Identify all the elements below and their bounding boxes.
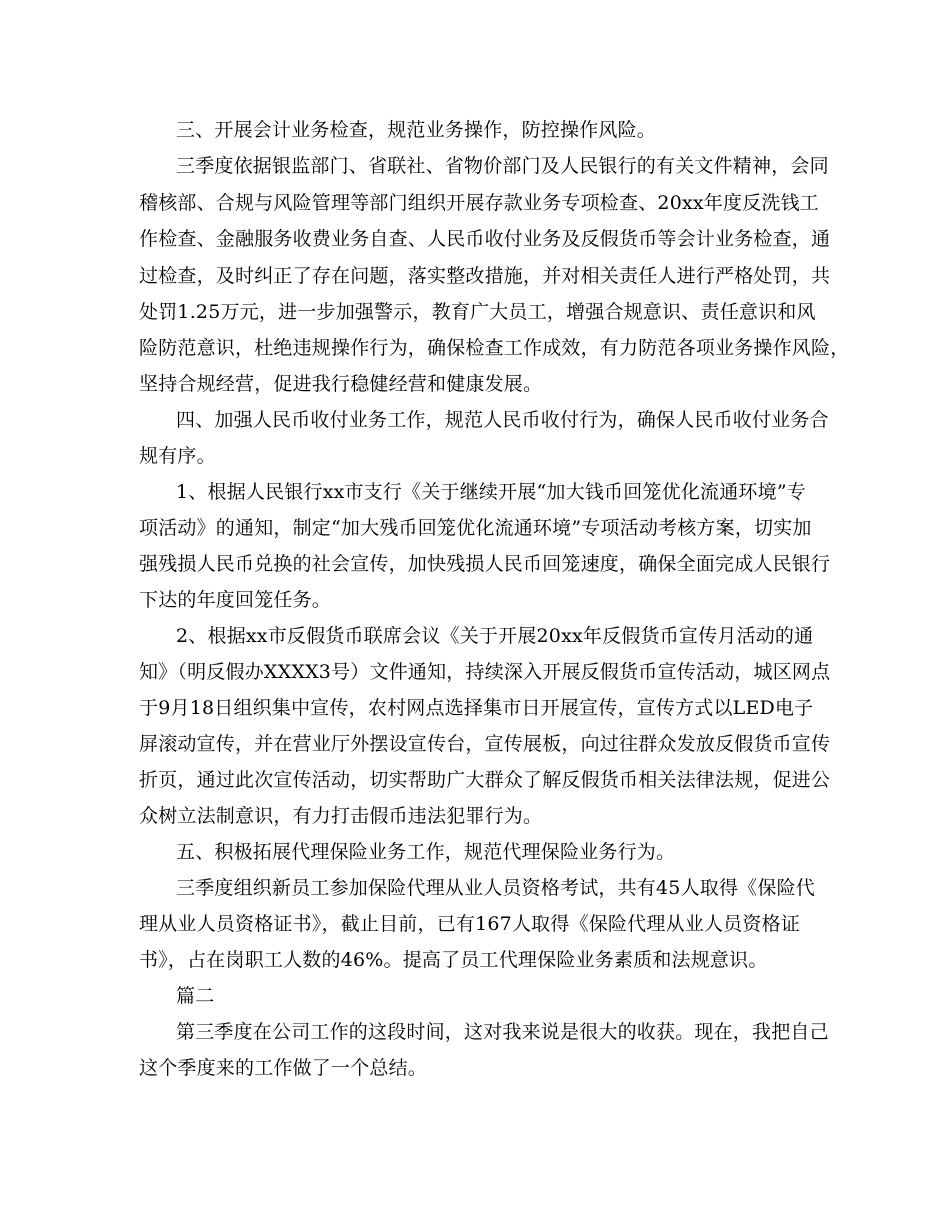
paragraph-line: 强残损人民币兑换的社会宣传，加快残损人民币回笼速度，确保全面完成人民银行 xyxy=(139,553,831,575)
paragraph-line: 理从业人员资格证书》，截止目前，已有167人取得《保险代理从业人员资格证 xyxy=(139,913,800,935)
paragraph-line: 书》，占在岗职工人数的46%。提高了员工代理保险业务素质和法规意识。 xyxy=(139,949,768,971)
paragraph-line: 屏滚动宣传，并在营业厅外摆设宣传台，宣传展板，向过往群众发放反假货币宣传 xyxy=(139,733,831,755)
section-heading-3: 三、开展会计业务检查，规范业务操作，防控操作风险。 xyxy=(176,119,657,141)
part-heading: 篇二 xyxy=(176,985,215,1007)
paragraph-line: 下达的年度回笼任务。 xyxy=(139,589,332,611)
paragraph-line: 第三季度在公司工作的这段时间，这对我来说是很大的收获。现在，我把自己 xyxy=(176,1021,829,1043)
paragraph-line: 知》（明反假办XXXX3号）文件通知，持续深入开展反假货币宣传活动，城区网点 xyxy=(139,661,831,683)
paragraph-line: 稽核部、合规与风险管理等部门组织开展存款业务专项检查、20xx年度反洗钱工 xyxy=(139,192,820,214)
paragraph-line: 三季度组织新员工参加保险代理从业人员资格考试，共有45人取得《保险代 xyxy=(176,877,815,899)
paragraph-line: 规有序。 xyxy=(139,445,216,467)
paragraph-line: 众树立法制意识，有力打击假币违法犯罪行为。 xyxy=(139,805,543,827)
paragraph-line: 1、根据人民银行xx市支行《关于继续开展“加大钱币回笼优化流通环境”专 xyxy=(176,481,806,503)
section-heading-4: 四、加强人民币收付业务工作，规范人民币收付行为，确保人民币收付业务合 xyxy=(176,409,829,431)
paragraph-line: 险防范意识，杜绝违规操作行为，确保检查工作成效，有力防范各项业务操作风险， xyxy=(139,337,850,359)
paragraph-line: 过检查，及时纠正了存在问题，落实整改措施，并对相关责任人进行严格处罚，共 xyxy=(139,265,831,287)
paragraph-line: 折页，通过此次宣传活动，切实帮助广大群众了解反假货币相关法律法规，促进公 xyxy=(139,769,831,791)
paragraph-line: 三季度依据银监部门、省联社、省物价部门及人民银行的有关文件精神，会同 xyxy=(176,155,829,177)
paragraph-line: 2、根据xx市反假货币联席会议《关于开展20xx年反假货币宣传月活动的通 xyxy=(176,625,814,647)
paragraph-line: 这个季度来的工作做了一个总结。 xyxy=(139,1057,428,1079)
paragraph-line: 于9月18日组织集中宣传，农村网点选择集市日开展宣传，宣传方式以LED电子 xyxy=(139,697,814,719)
paragraph-line: 作检查、金融服务收费业务自查、人民币收付业务及反假货币等会计业务检查，通 xyxy=(139,228,831,250)
section-heading-5: 五、积极拓展代理保险业务工作，规范代理保险业务行为。 xyxy=(176,841,676,863)
paragraph-line: 坚持合规经营，促进我行稳健经营和健康发展。 xyxy=(139,373,543,395)
paragraph-line: 项活动》的通知，制定“加大残币回笼优化流通环境”专项活动考核方案，切实加 xyxy=(139,517,812,539)
paragraph-line: 处罚1.25万元，进一步加强警示，教育广大员工，增强合规意识、责任意识和风 xyxy=(139,301,816,323)
